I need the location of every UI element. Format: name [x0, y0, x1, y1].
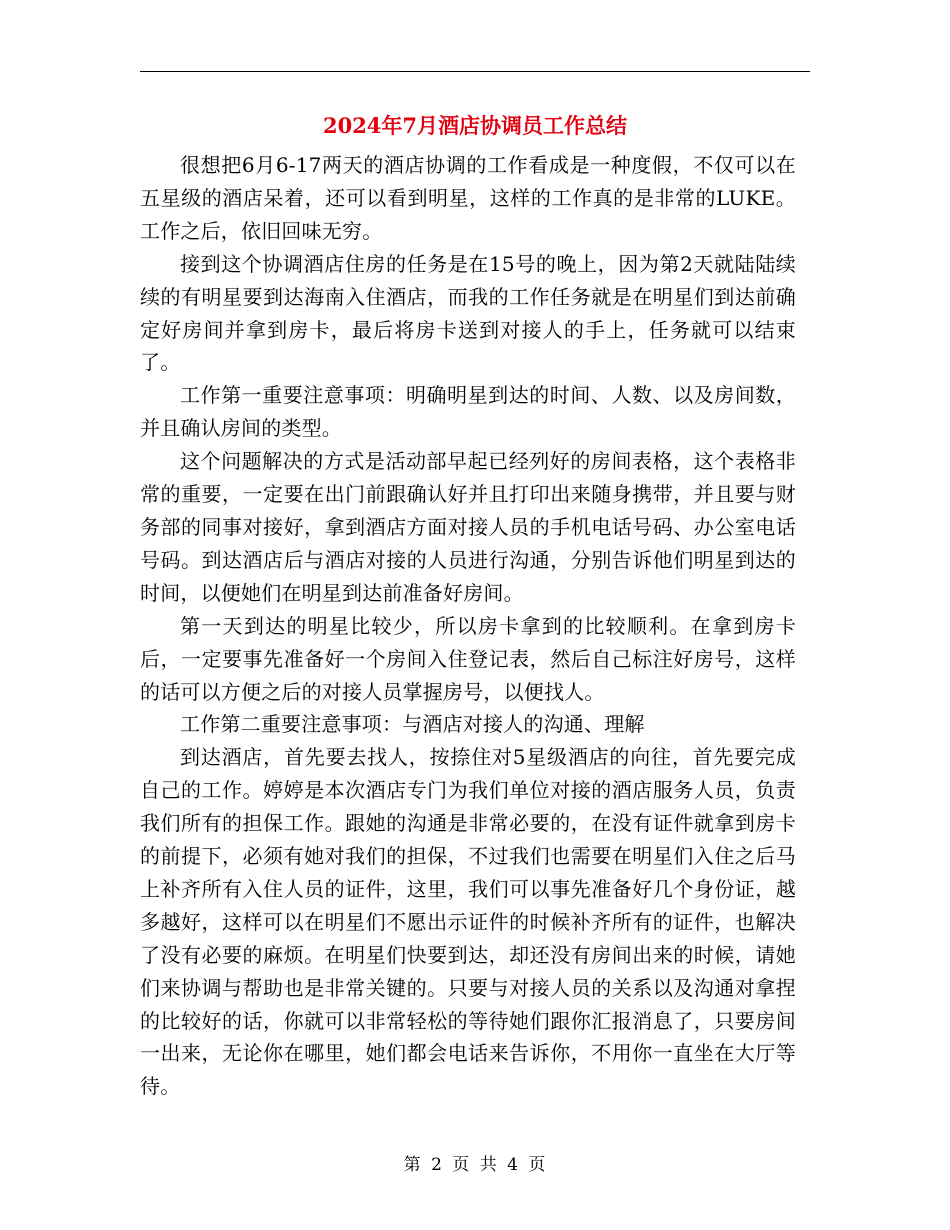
page-number-footer: 第 2 页 共 4 页 — [403, 1155, 547, 1175]
paragraph: 接到这个协调酒店住房的任务是在15号的晚上，因为第2天就陆陆续续的有明星要到达海南入住酒店，而我的工作任务就是在明星们到达前确定好房间并拿到房卡，最后将房卡送到对接人的手上，任务就可以结束了。 — [140, 251, 796, 375]
document-body — [140, 149, 796, 1103]
paragraph: 到达酒店，首先要去找人，按捺住对5星级酒店的向往，首先要完成自己的工作。婷婷是本次酒店专门为我们单位对接的酒店服务人员，负责我们所有的担保工作。跟她的沟通是非常必要的，在没有证件就拿到房卡的前提下，必须有她对我们的担保，不过我们也需要在明星们入住之后马上补齐所有入住人员的证件，这里，我们可以事先准备好几个身份证，越多越好，这样可以在明星们不愿出示证件的时候补齐所有的证件，也解决了没有必要的麻烦。在明星们快要到达，却还没有房间出来的时候，请她们来协调与帮助也是非常关键的。只要与对接人员的关系以及沟通对拿捏的比较好的话，你就可以非常轻松的等待她们跟你汇报消息了，只要房间一出来，无论你在哪里，她们都会电话来告诉你，不用你一直坐在大厅等待。 — [140, 745, 796, 1099]
paragraph: 工作第一重要注意事项：明确明星到达的时间、人数、以及房间数，并且确认房间的类型。 — [140, 383, 796, 441]
paragraph: 这个问题解决的方式是活动部早起已经列好的房间表格，这个表格非常的重要，一定要在出门前跟确认好并且打印出来随身携带，并且要与财务部的同事对接好，拿到酒店方面对接人员的手机电话号码、办公室电话号码。到达酒店后与酒店对接的人员进行沟通，分别告诉他们明星到达的时间，以便她们在明星到达前准备好房间。 — [140, 449, 796, 605]
header-rule — [140, 71, 810, 72]
paragraph: 工作第二重要注意事项：与酒店对接人的沟通、理解 — [180, 712, 645, 737]
paragraph: 很想把6月6-17两天的酒店协调的工作看成是一种度假，不仅可以在五星级的酒店呆着，还可以看到明星，这样的工作真的是非常的LUKE。工作之后，依旧回味无穷。 — [140, 153, 796, 243]
paragraph: 第一天到达的明星比较少，所以房卡拿到的比较顺利。在拿到房卡后，一定要事先准备好一个房间入住登记表，然后自己标注好房号，这样的话可以方便之后的对接人员掌握房号，以便找人。 — [140, 613, 796, 704]
document-title: 2024年7月酒店协调员工作总结 — [322, 113, 628, 138]
